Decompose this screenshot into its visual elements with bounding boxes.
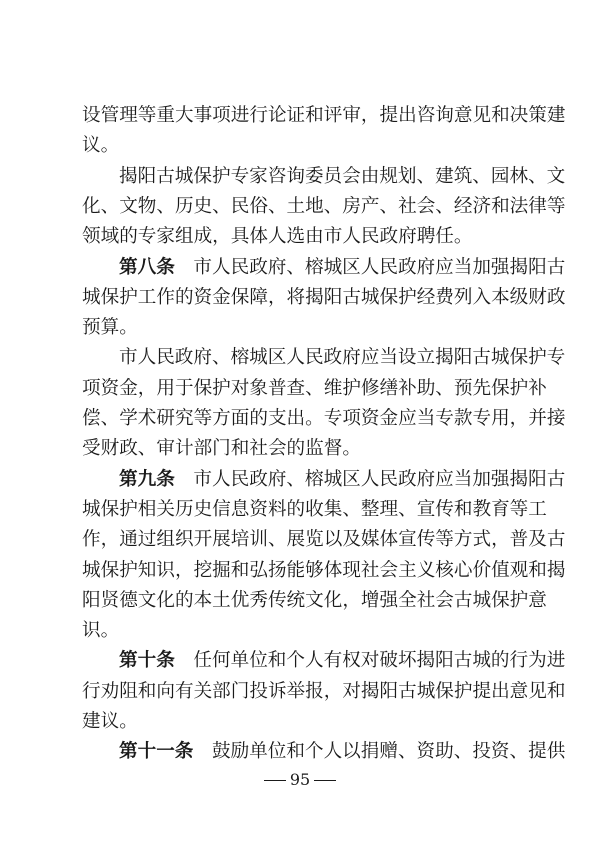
page-number-value: 95 — [289, 770, 311, 789]
text-line: 行劝阻和向有关部门投诉举报，对揭阳古城保护提出意见和 — [82, 681, 566, 702]
article-heading: 第八条 — [119, 257, 175, 278]
article-first-line — [119, 740, 566, 764]
text-line: 揭阳古城保护专家咨询委员会由规划、建筑、园林、文 — [119, 166, 566, 187]
text-line: 受财政、审计部门和社会的监督。 — [82, 438, 361, 459]
text-line: 任何单位和个人有权对破坏揭阳古城的行为进 — [193, 650, 566, 671]
article-heading: 第九条 — [119, 469, 175, 490]
article-heading: 第十一条 — [119, 741, 194, 762]
text-line: 项资金，用于保护对象普查、维护修缮补助、预先保护补 — [82, 378, 547, 399]
page-number-dash-right — [314, 780, 336, 781]
article-heading: 第十条 — [119, 650, 175, 671]
text-line: 议。 — [82, 135, 120, 156]
text-line: 阳贤德文化的本土优秀传统文化，增强全社会古城保护意 — [82, 590, 547, 611]
text-line: 市人民政府、榕城区人民政府应当加强揭阳古 — [193, 257, 566, 278]
text-line: 鼓励单位和个人以捐赠、资助、投资、提供 — [212, 741, 566, 762]
text-line: 城保护工作的资金保障，将揭阳古城保护经费列入本级财政 — [82, 287, 566, 308]
text-line: 市人民政府、榕城区人民政府应当设立揭阳古城保护专 — [119, 347, 566, 368]
text-line: 领域的专家组成，具体人选由市人民政府聘任。 — [82, 226, 473, 247]
text-line: 城保护知识，挖掘和弘扬能够体现社会主义核心价值观和揭 — [82, 560, 566, 581]
text-line: 设管理等重大事项进行论证和评审，提出咨询意见和决策建 — [82, 105, 566, 126]
article-first-line — [119, 468, 566, 492]
article-first-line — [119, 649, 566, 673]
page-number — [0, 770, 600, 790]
text-line: 识。 — [82, 620, 120, 641]
text-line: 作，通过组织开展培训、展览以及媒体宣传等方式，普及古 — [82, 529, 566, 550]
article-first-line — [119, 256, 566, 280]
text-line: 市人民政府、榕城区人民政府应当加强揭阳古 — [193, 469, 566, 490]
text-line: 化、文物、历史、民俗、土地、房产、社会、经济和法律等 — [82, 196, 566, 217]
text-line: 城保护相关历史信息资料的收集、整理、宣传和教育等工 — [82, 499, 547, 520]
text-line: 建议。 — [82, 711, 138, 732]
text-line: 预算。 — [82, 317, 138, 338]
page-number-dash-left — [264, 780, 286, 781]
text-line: 偿、学术研究等方面的支出。专项资金应当专款专用，并接 — [82, 408, 566, 429]
